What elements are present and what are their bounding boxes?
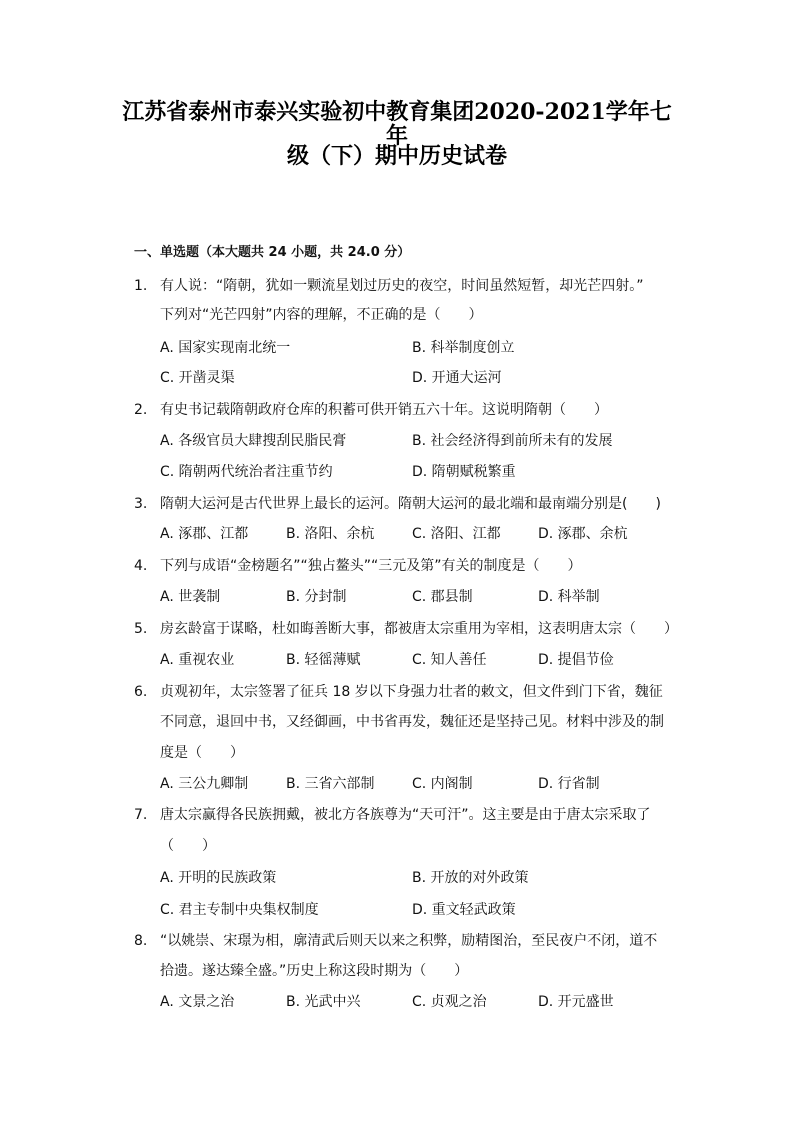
question-number: 1.	[134, 278, 148, 294]
option-d: D. 重文轻武政策	[412, 902, 516, 918]
option-d: D. 提倡节俭	[538, 652, 614, 668]
question-text-line: 拾遗。遂达臻全盛。”历史上称这段时期为（ ）	[160, 963, 469, 979]
question-text-line: 贞观初年，太宗签署了征兵 18 岁以下身强力壮者的敕文，但文件到门下省，魏征	[160, 684, 663, 700]
question-text-line: 度是（ ）	[160, 745, 244, 761]
option-c: C. 洛阳、江都	[412, 526, 501, 542]
question-number: 3.	[134, 496, 148, 512]
option-b: B. 光武中兴	[286, 994, 361, 1010]
option-c: C. 知人善任	[412, 652, 487, 668]
option-c: C. 贞观之治	[412, 994, 487, 1010]
option-b: B. 开放的对外政策	[412, 870, 529, 886]
question-text-line: 唐太宗赢得各民族拥戴，被北方各族尊为“天可汗”。这主要是由于唐太宗采取了	[160, 807, 651, 823]
option-a: A. 重视农业	[160, 652, 235, 668]
section-heading: 一、单选题（本大题共 24 小题，共 24.0 分）	[134, 245, 411, 260]
option-a: A. 涿郡、江都	[160, 526, 249, 542]
option-a: A. 国家实现南北统一	[160, 340, 291, 356]
option-b: B. 洛阳、余杭	[286, 526, 375, 542]
option-a: A. 文景之治	[160, 994, 235, 1010]
question-text-line: 不同意，退回中书，又经御画，中书省再发，魏征还是坚持己见。材料中涉及的制	[160, 714, 664, 730]
question-text-line: 房玄龄富于谋略，杜如晦善断大事，都被唐太宗重用为宰相，这表明唐太宗（ ）	[160, 621, 678, 637]
question-number: 8.	[134, 933, 148, 949]
option-b: B. 科举制度创立	[412, 340, 515, 356]
option-d: D. 涿郡、余杭	[538, 526, 628, 542]
exam-title-line-1: 江苏省泰州市泰兴实验初中教育集团2020-2021学年七年	[122, 99, 672, 149]
option-c: C. 隋朝两代统治者注重节约	[160, 464, 333, 480]
exam-title-line-2: 级（下）期中历史试卷	[286, 143, 507, 169]
option-a: A. 各级官员大肆搜刮民脂民膏	[160, 433, 347, 449]
question-text-line: 隋朝大运河是古代世界上最长的运河。隋朝大运河的最北端和最南端分别是( )	[160, 496, 661, 512]
question-text-line: 下列与成语“金榜题名”“独占鳌头”“三元及第”有关的制度是（ ）	[160, 558, 582, 574]
option-c: C. 开凿灵渠	[160, 370, 235, 386]
question-text-line: 有人说：“隋朝，犹如一颗流星划过历史的夜空，时间虽然短暂，却光芒四射。”	[160, 278, 644, 294]
question-text-line: “以姚崇、宋璟为相，廓清武后则天以来之积弊，励精图治，至民夜户不闭，道不	[160, 933, 658, 949]
option-d: D. 科举制	[538, 589, 600, 605]
question-text-line: 有史书记载隋朝政府仓库的积蓄可供开销五六十年。这说明隋朝（ ）	[160, 402, 608, 418]
question-number: 7.	[134, 807, 148, 823]
option-b: B. 轻徭薄赋	[286, 652, 361, 668]
option-d: D. 开元盛世	[538, 994, 614, 1010]
option-a: A. 开明的民族政策	[160, 870, 277, 886]
question-text-line: （ ）	[160, 838, 216, 854]
option-a: A. 世袭制	[160, 589, 221, 605]
option-d: D. 开通大运河	[412, 370, 502, 386]
question-text-line: 下列对“光芒四射”内容的理解，不正确的是（ ）	[160, 307, 483, 323]
option-b: B. 分封制	[286, 589, 347, 605]
option-d: D. 隋朝赋税繁重	[412, 464, 516, 480]
question-number: 5.	[134, 621, 148, 637]
option-c: C. 内阁制	[412, 776, 473, 792]
question-number: 2.	[134, 402, 148, 418]
question-number: 4.	[134, 558, 148, 574]
question-number: 6.	[134, 684, 148, 700]
option-b: B. 三省六部制	[286, 776, 375, 792]
option-c: C. 郡县制	[412, 589, 473, 605]
option-b: B. 社会经济得到前所未有的发展	[412, 433, 613, 449]
option-a: A. 三公九卿制	[160, 776, 249, 792]
option-d: D. 行省制	[538, 776, 600, 792]
option-c: C. 君主专制中央集权制度	[160, 902, 319, 918]
